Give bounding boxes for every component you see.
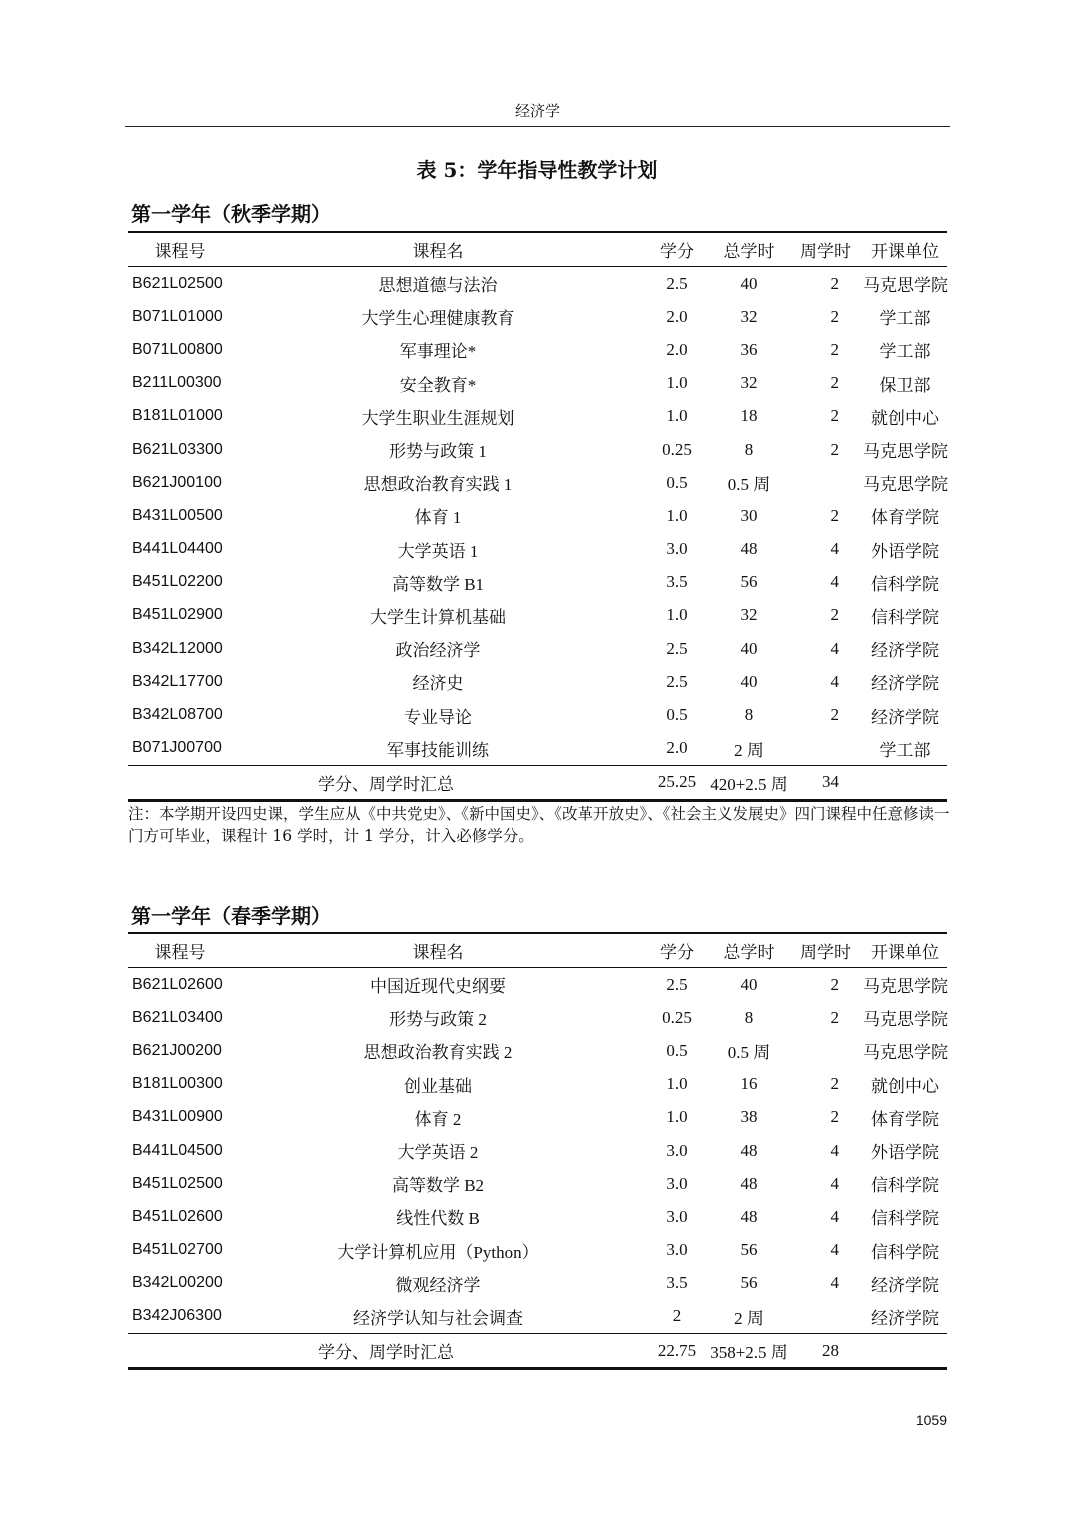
table-row — [128, 1200, 947, 1233]
table-row — [128, 433, 947, 466]
weekly-hours: 2 — [830, 1007, 839, 1027]
total-hours: 48 — [740, 1140, 758, 1160]
credit: 2.0 — [666, 339, 688, 359]
course-code: B621L03300 — [132, 440, 223, 458]
credit: 2.5 — [666, 671, 688, 691]
credit: 2 — [672, 1306, 682, 1326]
total-hours: 16 — [740, 1074, 758, 1094]
table-row — [128, 300, 947, 333]
credit: 2.5 — [666, 974, 688, 994]
course-code: B451L02900 — [132, 606, 223, 624]
course-name: 思想政治教育实践 2 — [363, 1043, 513, 1063]
credit: 3.0 — [666, 1240, 688, 1260]
credit: 1.0 — [666, 1107, 688, 1127]
course-code: B342L12000 — [132, 639, 223, 657]
department: 外语学院 — [871, 1143, 939, 1163]
course-name: 中国近现代史纲要 — [370, 977, 506, 997]
weekly-hours: 2 — [830, 974, 839, 994]
course-name: 经济学认知与社会调查 — [353, 1308, 523, 1328]
department: 马克思学院 — [863, 1043, 948, 1063]
total-hours: 30 — [740, 505, 758, 525]
table-row — [128, 599, 947, 632]
table-row — [128, 1001, 947, 1034]
department: 保卫部 — [879, 375, 931, 395]
credit: 0.25 — [662, 439, 692, 459]
course-name: 大学生心理健康教育 — [361, 309, 515, 329]
weekly-hours: 2 — [830, 273, 839, 293]
course-name: 思想道德与法治 — [378, 276, 498, 296]
table-row — [128, 732, 947, 766]
weekly-hours: 4 — [830, 1206, 839, 1226]
total-hours: 40 — [740, 974, 758, 994]
total-hours: 56 — [740, 1273, 758, 1293]
table-row — [128, 333, 947, 366]
credit: 0.5 — [666, 472, 688, 492]
total-weekly-hours: 28 — [788, 1334, 863, 1369]
course-name: 体育 1 — [414, 508, 462, 528]
column-header: 开课单位 — [863, 933, 947, 968]
total-row — [128, 765, 947, 800]
column-header: 课程号 — [128, 232, 232, 267]
empty-cell — [863, 765, 947, 800]
table-row — [128, 466, 947, 499]
weekly-hours: 4 — [830, 572, 839, 592]
course-code: B431L00900 — [132, 1108, 223, 1126]
course-name: 大学生计算机基础 — [370, 607, 506, 627]
weekly-hours: 2 — [830, 306, 839, 326]
course-code: B181L01000 — [132, 407, 223, 425]
course-code: B621J00100 — [132, 473, 222, 491]
weekly-hours: 2 — [830, 339, 839, 359]
credit: 3.0 — [666, 1206, 688, 1226]
table-row — [128, 267, 947, 301]
table-row — [128, 1234, 947, 1267]
course-code: B342L17700 — [132, 672, 223, 690]
course-code: B621L02600 — [132, 975, 223, 993]
total-weekly-hours: 34 — [788, 765, 863, 800]
spring-table-body — [128, 968, 947, 1369]
total-hours: 56 — [740, 1240, 758, 1260]
table-row — [128, 968, 947, 1002]
department: 经济学院 — [871, 1308, 939, 1328]
weekly-hours: 4 — [830, 1173, 839, 1193]
column-header: 学分 — [644, 933, 710, 968]
column-header: 周学时 — [788, 232, 863, 267]
department: 马克思学院 — [863, 442, 948, 462]
column-header: 课程名 — [232, 232, 644, 267]
weekly-hours: 2 — [830, 439, 839, 459]
department: 信科学院 — [871, 574, 939, 594]
column-header: 总学时 — [710, 232, 788, 267]
course-name: 军事理论* — [399, 342, 477, 362]
column-header: 学分 — [644, 232, 710, 267]
total-hours: 8 — [744, 705, 754, 725]
weekly-hours: 2 — [830, 605, 839, 625]
weekly-hours: 4 — [830, 671, 839, 691]
total-hours: 48 — [740, 539, 758, 559]
course-name: 体育 2 — [414, 1109, 462, 1129]
total-hours: 8 — [744, 439, 754, 459]
department: 马克思学院 — [863, 977, 948, 997]
course-name: 高等数学 B2 — [391, 1176, 485, 1196]
total-hours: 32 — [740, 306, 758, 326]
course-name: 安全教育* — [399, 375, 477, 395]
course-name: 大学计算机应用（Python） — [337, 1242, 539, 1262]
table-row — [128, 400, 947, 433]
empty-cell — [863, 1334, 947, 1369]
total-label: 学分、周学时汇总 — [128, 1334, 644, 1369]
course-code: B441L04500 — [132, 1141, 223, 1159]
total-hours: 8 — [744, 1007, 754, 1027]
credit: 3.0 — [666, 1173, 688, 1193]
course-code: B211L00300 — [132, 374, 222, 392]
department: 信科学院 — [871, 1242, 939, 1262]
column-header: 周学时 — [788, 933, 863, 968]
column-header: 开课单位 — [863, 232, 947, 267]
weekly-hours: 4 — [830, 539, 839, 559]
course-code: B621L03400 — [132, 1008, 223, 1026]
table-row — [128, 566, 947, 599]
course-name: 专业导论 — [404, 707, 472, 727]
table-title: 表 5：学年指导性教学计划 — [416, 158, 658, 182]
table-row — [128, 1101, 947, 1134]
department: 体育学院 — [871, 1109, 939, 1129]
credit: 2.5 — [666, 638, 688, 658]
credit: 3.0 — [666, 539, 688, 559]
course-code: B451L02200 — [132, 573, 223, 591]
table-row — [128, 1167, 947, 1200]
course-name: 大学英语 1 — [397, 541, 479, 561]
column-header: 总学时 — [710, 933, 788, 968]
table-row — [128, 499, 947, 532]
department: 马克思学院 — [863, 475, 948, 495]
course-code: B621L02500 — [132, 274, 223, 292]
credit: 1.0 — [666, 1074, 688, 1094]
weekly-hours — [788, 466, 863, 499]
course-name: 形势与政策 1 — [389, 442, 487, 462]
credit: 1.0 — [666, 605, 688, 625]
department: 就创中心 — [871, 1076, 939, 1096]
department: 信科学院 — [871, 1176, 939, 1196]
course-name: 军事技能训练 — [387, 740, 489, 760]
credit: 2.0 — [666, 306, 688, 326]
course-code: B071L00800 — [132, 340, 223, 358]
credit: 0.5 — [666, 1040, 688, 1060]
course-code: B621J00200 — [132, 1041, 222, 1059]
total-credit: 22.75 — [644, 1334, 710, 1369]
weekly-hours: 2 — [830, 705, 839, 725]
course-code: B451L02500 — [132, 1174, 223, 1192]
credit: 1.0 — [666, 406, 688, 426]
table-row — [128, 533, 947, 566]
department: 体育学院 — [871, 508, 939, 528]
weekly-hours: 4 — [830, 1140, 839, 1160]
credit: 1.0 — [666, 373, 688, 393]
total-hours: 0.5 周 — [727, 475, 771, 495]
course-code: B071J00700 — [132, 739, 222, 757]
course-name: 高等数学 B1 — [391, 574, 485, 594]
weekly-hours — [788, 732, 863, 766]
total-hours: 38 — [740, 1107, 758, 1127]
running-header: 经济学 — [125, 100, 950, 127]
department: 外语学院 — [871, 541, 939, 561]
total-hours: 0.5 周 — [727, 1043, 771, 1063]
total-hours: 48 — [740, 1206, 758, 1226]
course-code: B181L00300 — [132, 1075, 223, 1093]
course-code: B071L01000 — [132, 307, 223, 325]
table-row — [128, 665, 947, 698]
department: 学工部 — [879, 309, 931, 329]
department: 信科学院 — [871, 1209, 939, 1229]
course-name: 线性代数 B — [396, 1209, 480, 1229]
weekly-hours: 2 — [830, 505, 839, 525]
page-number: 1059 — [915, 1412, 947, 1428]
total-hours: 2 周 — [734, 1308, 764, 1328]
course-code: B342L00200 — [132, 1274, 223, 1292]
autumn-table-body — [128, 267, 947, 801]
autumn-heading: 第一学年（秋季学期） — [131, 202, 331, 226]
course-name: 思想政治教育实践 1 — [363, 475, 513, 495]
total-hours: 40 — [740, 273, 758, 293]
credit: 0.25 — [662, 1007, 692, 1027]
department: 经济学院 — [871, 641, 939, 661]
spring-heading: 第一学年（春季学期） — [131, 904, 331, 928]
total-hours: 18 — [740, 406, 758, 426]
weekly-hours: 4 — [830, 1240, 839, 1260]
course-code: B342J06300 — [132, 1307, 222, 1325]
weekly-hours: 2 — [830, 1074, 839, 1094]
total-label: 学分、周学时汇总 — [128, 765, 644, 800]
table-row — [128, 1034, 947, 1067]
course-name: 创业基础 — [404, 1076, 472, 1096]
department: 马克思学院 — [863, 1010, 948, 1030]
weekly-hours: 4 — [830, 1273, 839, 1293]
department: 就创中心 — [871, 408, 939, 428]
department: 马克思学院 — [863, 276, 948, 296]
course-code: B342L08700 — [132, 706, 223, 724]
credit: 0.5 — [666, 705, 688, 725]
credit: 3.5 — [666, 1273, 688, 1293]
course-code: B451L02700 — [132, 1241, 223, 1259]
weekly-hours: 2 — [830, 406, 839, 426]
total-hours: 2 周 — [734, 740, 764, 760]
credit: 3.5 — [666, 572, 688, 592]
course-name: 微观经济学 — [395, 1275, 481, 1295]
table-header-row — [128, 933, 947, 968]
course-name: 政治经济学 — [395, 641, 481, 661]
weekly-hours: 2 — [830, 373, 839, 393]
course-code: B451L02600 — [132, 1207, 223, 1225]
note: 注：本学期开设四史课，学生应从《中共党史》、《新中国史》、《改革开放史》、《社会主义发展史》四门课程中任意修读一门方可毕业，课程计 16 学时，计 1 学分，计入必修学分。 — [128, 805, 950, 845]
credit: 2.5 — [666, 273, 688, 293]
course-name: 形势与政策 2 — [389, 1010, 487, 1030]
total-hours: 40 — [740, 638, 758, 658]
department: 信科学院 — [871, 607, 939, 627]
table-row — [128, 698, 947, 731]
course-code: B441L04400 — [132, 540, 223, 558]
department: 经济学院 — [871, 707, 939, 727]
department: 经济学院 — [871, 674, 939, 694]
column-header: 课程名 — [232, 933, 644, 968]
spring-course-table — [128, 932, 947, 1370]
autumn-course-table — [128, 231, 947, 802]
total-hours: 32 — [740, 605, 758, 625]
table-row — [128, 1267, 947, 1300]
total-credit: 25.25 — [644, 765, 710, 800]
department: 经济学院 — [871, 1275, 939, 1295]
weekly-hours — [788, 1034, 863, 1067]
column-header: 课程号 — [128, 933, 232, 968]
total-hours: 48 — [740, 1173, 758, 1193]
weekly-hours: 2 — [830, 1107, 839, 1127]
table-row — [128, 367, 947, 400]
department: 学工部 — [879, 342, 931, 362]
course-name: 经济史 — [412, 674, 464, 694]
table-row — [128, 632, 947, 665]
total-hours: 36 — [740, 339, 758, 359]
table-row — [128, 1068, 947, 1101]
total-row — [128, 1334, 947, 1369]
course-name: 大学英语 2 — [397, 1143, 479, 1163]
total-hours: 56 — [740, 572, 758, 592]
course-name: 大学生职业生涯规划 — [361, 408, 515, 428]
weekly-hours: 4 — [830, 638, 839, 658]
credit: 3.0 — [666, 1140, 688, 1160]
total-hours: 420+2.5 周 — [710, 765, 788, 800]
department: 学工部 — [879, 740, 931, 760]
table-row — [128, 1300, 947, 1334]
course-code: B431L00500 — [132, 506, 223, 524]
total-hours: 40 — [740, 671, 758, 691]
total-hours: 358+2.5 周 — [710, 1334, 788, 1369]
table-header-row — [128, 232, 947, 267]
credit: 1.0 — [666, 505, 688, 525]
credit: 2.0 — [666, 738, 688, 758]
total-hours: 32 — [740, 373, 758, 393]
weekly-hours — [788, 1300, 863, 1334]
table-row — [128, 1134, 947, 1167]
